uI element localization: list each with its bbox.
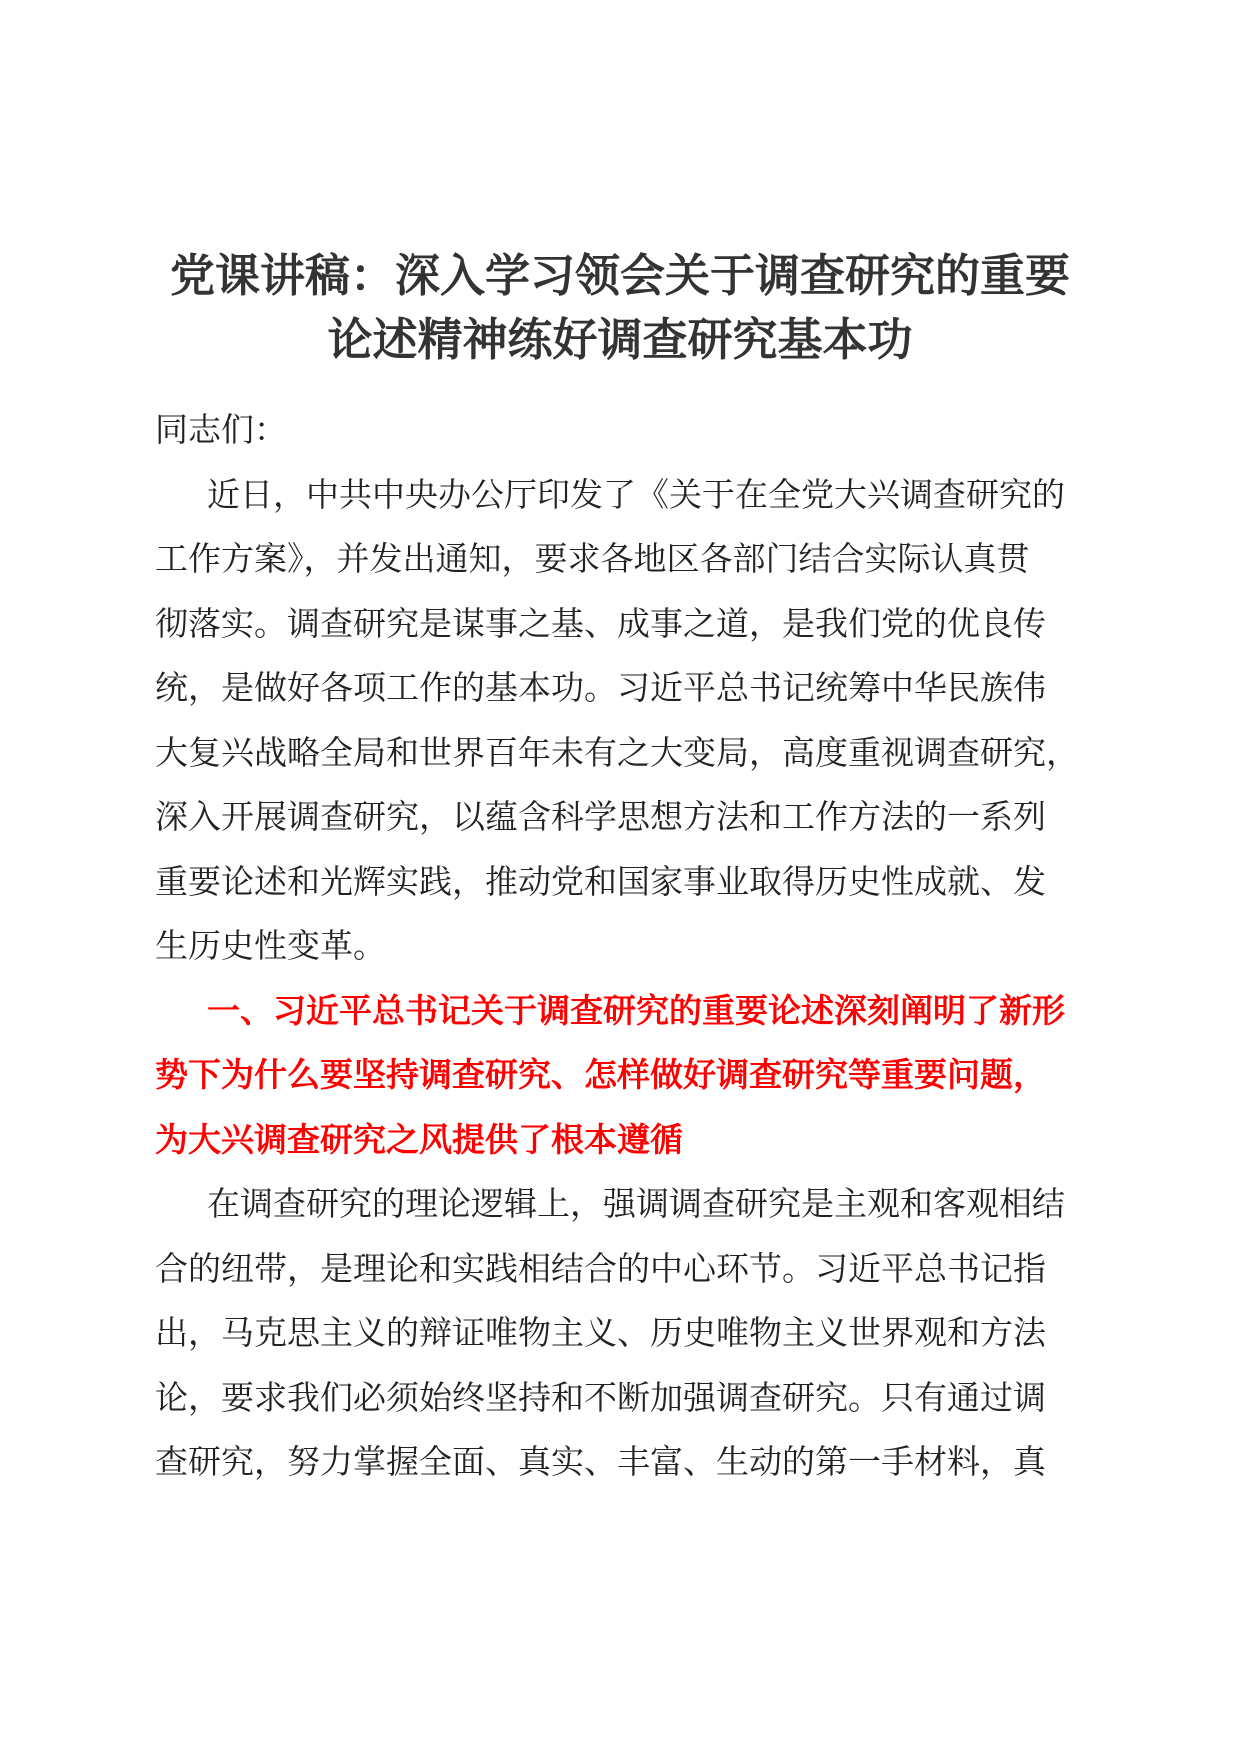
paragraph-line: 生历史性变革。 <box>155 926 386 965</box>
paragraph-line: 出，马克思主义的辩证唯物主义、历史唯物主义世界观和方法 <box>155 1313 1046 1352</box>
paragraph-line: 深入开展调查研究，以蕴含科学思想方法和工作方法的一系列 <box>155 797 1046 836</box>
paragraph-line: 近日，中共中央办公厅印发了《关于在全党大兴调查研究的 <box>207 474 1065 514</box>
paragraph-line: 彻落实。调查研究是谋事之基、成事之道，是我们党的优良传 <box>155 603 1046 643</box>
salutation: 同志们： <box>155 410 287 449</box>
heading-line: 为大兴调查研究之风提供了根本遵循 <box>155 1119 683 1159</box>
paragraph-line: 统，是做好各项工作的基本功。习近平总书记统筹中华民族伟 <box>155 668 1046 707</box>
heading-line: 势下为什么要坚持调查研究、怎样做好调查研究等重要问题， <box>155 1055 1046 1094</box>
title-line-1: 党课讲稿：深入学习领会关于调查研究的重要 <box>169 249 1070 302</box>
paragraph-2 <box>155 1172 1095 1495</box>
title-line-2: 论述精神练好调查研究基本功 <box>327 313 913 366</box>
heading-line: 一、习近平总书记关于调查研究的重要论述深刻阐明了新形 <box>207 990 1065 1030</box>
document-body <box>155 398 1095 1495</box>
paragraph-1 <box>155 463 1095 979</box>
paragraph-line: 合的纽带，是理论和实践相结合的中心环节。习近平总书记指 <box>155 1248 1046 1288</box>
section-1-heading <box>155 979 1095 1173</box>
document-title <box>150 244 1090 372</box>
paragraph-line: 工作方案》，并发出通知，要求各地区各部门结合实际认真贯 <box>155 539 1030 578</box>
paragraph-line: 论，要求我们必须始终坚持和不断加强调查研究。只有通过调 <box>155 1377 1046 1417</box>
paragraph-line: 大复兴战略全局和世界百年未有之大变局，高度重视调查研究， <box>155 732 1079 772</box>
paragraph-line: 重要论述和光辉实践，推动党和国家事业取得历史性成就、发 <box>155 861 1046 901</box>
paragraph-line: 查研究，努力掌握全面、真实、丰富、生动的第一手材料，真 <box>155 1442 1046 1481</box>
paragraph-line: 在调查研究的理论逻辑上，强调调查研究是主观和客观相结 <box>207 1184 1065 1223</box>
